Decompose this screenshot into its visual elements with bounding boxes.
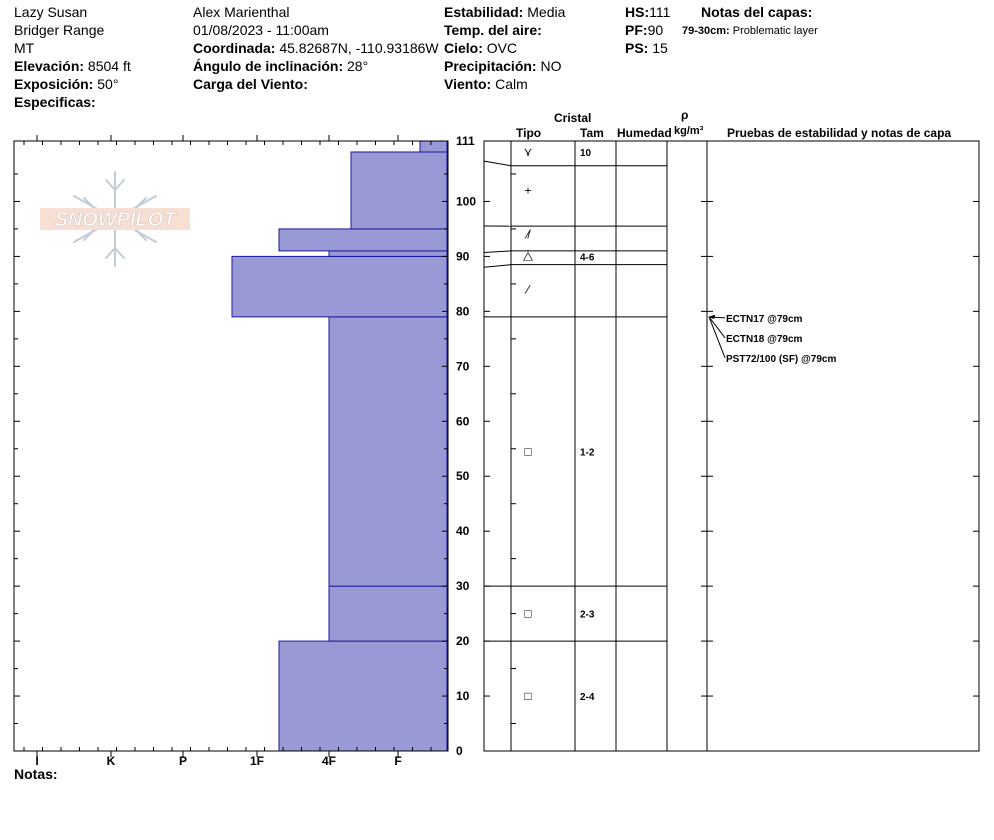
grain-size-label: 1-2	[580, 447, 595, 459]
hardness-bar	[351, 152, 447, 229]
observation-datetime: 01/08/2023 - 11:00am	[193, 22, 329, 38]
elevation-value: 8504 ft	[87, 58, 131, 74]
grain-type-symbol: ⧊	[522, 249, 534, 264]
moisture-header: Humedad	[617, 126, 672, 140]
stability-tests	[709, 314, 836, 365]
sky-label: Cielo:	[444, 40, 483, 56]
hardness-tick-label: K	[106, 754, 116, 768]
grain-size-label: 4-6	[580, 252, 595, 264]
tests-header: Pruebas de estabilidad y notas de capa	[727, 126, 952, 140]
layer-note-text: Problematic layer	[732, 25, 818, 37]
hardness-bar	[279, 229, 447, 251]
ps-label: PS:	[625, 40, 649, 56]
hardness-profile	[232, 141, 447, 751]
grain-size-label: 2-3	[580, 609, 595, 621]
wind-label: Viento:	[444, 76, 492, 92]
stability-test-label: PST72/100 (SF) @79cm	[726, 353, 837, 365]
type-header: Tipo	[516, 126, 542, 140]
density-unit-header: kg/m³	[674, 125, 704, 137]
grain-type-symbol: +	[524, 183, 532, 198]
layer-notes-label: Notas del capas:	[701, 4, 813, 20]
hardness-tick-label: P	[178, 754, 188, 768]
hs-label: HS:	[625, 4, 650, 20]
height-tick-label: 100	[456, 194, 477, 209]
hardness-tick-label: F	[394, 754, 402, 768]
state-name: MT	[14, 40, 35, 56]
hardness-tick-label: 1F	[249, 754, 265, 768]
hardness-bar	[420, 141, 447, 152]
layer-note-range: 79-30cm:	[682, 25, 730, 37]
stability-test-label: ECTN18 @79cm	[726, 333, 803, 345]
grain-types	[523, 145, 595, 703]
pf-label: PF:	[625, 22, 648, 38]
grain-type-symbol: ∕	[526, 282, 530, 297]
stability-test-label: ECTN17 @79cm	[726, 313, 803, 325]
layer-connector	[484, 251, 511, 253]
coordinate-value: 45.82687N, -110.93186W	[279, 40, 439, 56]
observer-name: Alex Marienthal	[193, 4, 290, 20]
height-tick-label: 111	[456, 134, 475, 148]
height-tick-label: 50	[456, 469, 470, 484]
wind-load-label: Carga del Viento:	[193, 76, 308, 92]
hardness-bar	[232, 256, 447, 316]
precip-value: NO	[540, 58, 562, 74]
hardness-bar	[329, 251, 447, 256]
height-tick-label: 40	[456, 524, 470, 539]
range-name: Bridger Range	[14, 22, 105, 38]
grain-type-symbol: ⋎	[523, 144, 533, 159]
location-name: Lazy Susan	[14, 4, 88, 20]
size-header: Tam	[580, 126, 604, 140]
aspect-value: 50°	[97, 76, 119, 92]
test-leader-line	[709, 317, 725, 358]
height-tick-label: 30	[456, 579, 470, 594]
aspect-label: Exposición:	[14, 76, 94, 92]
crystal-header: Cristal	[554, 111, 592, 125]
stability-label: Estabilidad:	[444, 4, 524, 20]
grain-type-symbol: □	[524, 444, 532, 459]
ps-value: 15	[652, 40, 668, 56]
sky-value: OVC	[486, 40, 518, 56]
stability-value: Media	[527, 4, 566, 20]
hs-value: 111	[649, 4, 671, 20]
wind-value: Calm	[495, 76, 528, 92]
coordinate-label: Coordinada:	[193, 40, 276, 56]
specifics-label: Especificas:	[14, 94, 96, 110]
hardness-tick-label: I	[35, 754, 39, 768]
hardness-tick-label: 4F	[321, 754, 337, 768]
grain-type-symbol: □	[524, 606, 532, 621]
slope-label: Ángulo de inclinación:	[193, 58, 344, 74]
precip-label: Precipitación:	[444, 58, 537, 74]
stratigraphy-frame	[484, 141, 979, 751]
pf-value: 90	[647, 22, 664, 38]
layer-connector	[484, 161, 511, 166]
notes-label: Notas:	[14, 766, 58, 782]
layer-connector	[484, 265, 511, 268]
height-tick-label: 80	[456, 304, 470, 319]
grain-size-label: 10	[580, 147, 592, 159]
logo-text: SNOWPILOT	[54, 209, 176, 231]
height-tick-label: 60	[456, 414, 470, 429]
height-tick-label: 0	[456, 744, 463, 758]
height-tick-label: 10	[456, 689, 470, 704]
slope-value: 28°	[347, 58, 369, 74]
elevation-label: Elevación:	[14, 58, 85, 74]
rho-header: ρ	[681, 108, 689, 122]
grain-type-symbol: □	[524, 689, 532, 704]
test-leader-line	[709, 317, 725, 338]
hardness-bar	[329, 586, 447, 641]
height-tick-label: 70	[456, 359, 470, 374]
snowpilot-logo	[40, 172, 190, 266]
air-temp-label: Temp. del aire:	[444, 22, 542, 38]
grain-size-label: 2-4	[580, 692, 595, 704]
hardness-bar	[279, 641, 447, 751]
height-tick-label: 20	[456, 634, 470, 649]
hardness-bar	[329, 317, 447, 586]
height-tick-label: 90	[456, 249, 470, 264]
grain-type-symbol: ⁄̸	[526, 227, 530, 242]
